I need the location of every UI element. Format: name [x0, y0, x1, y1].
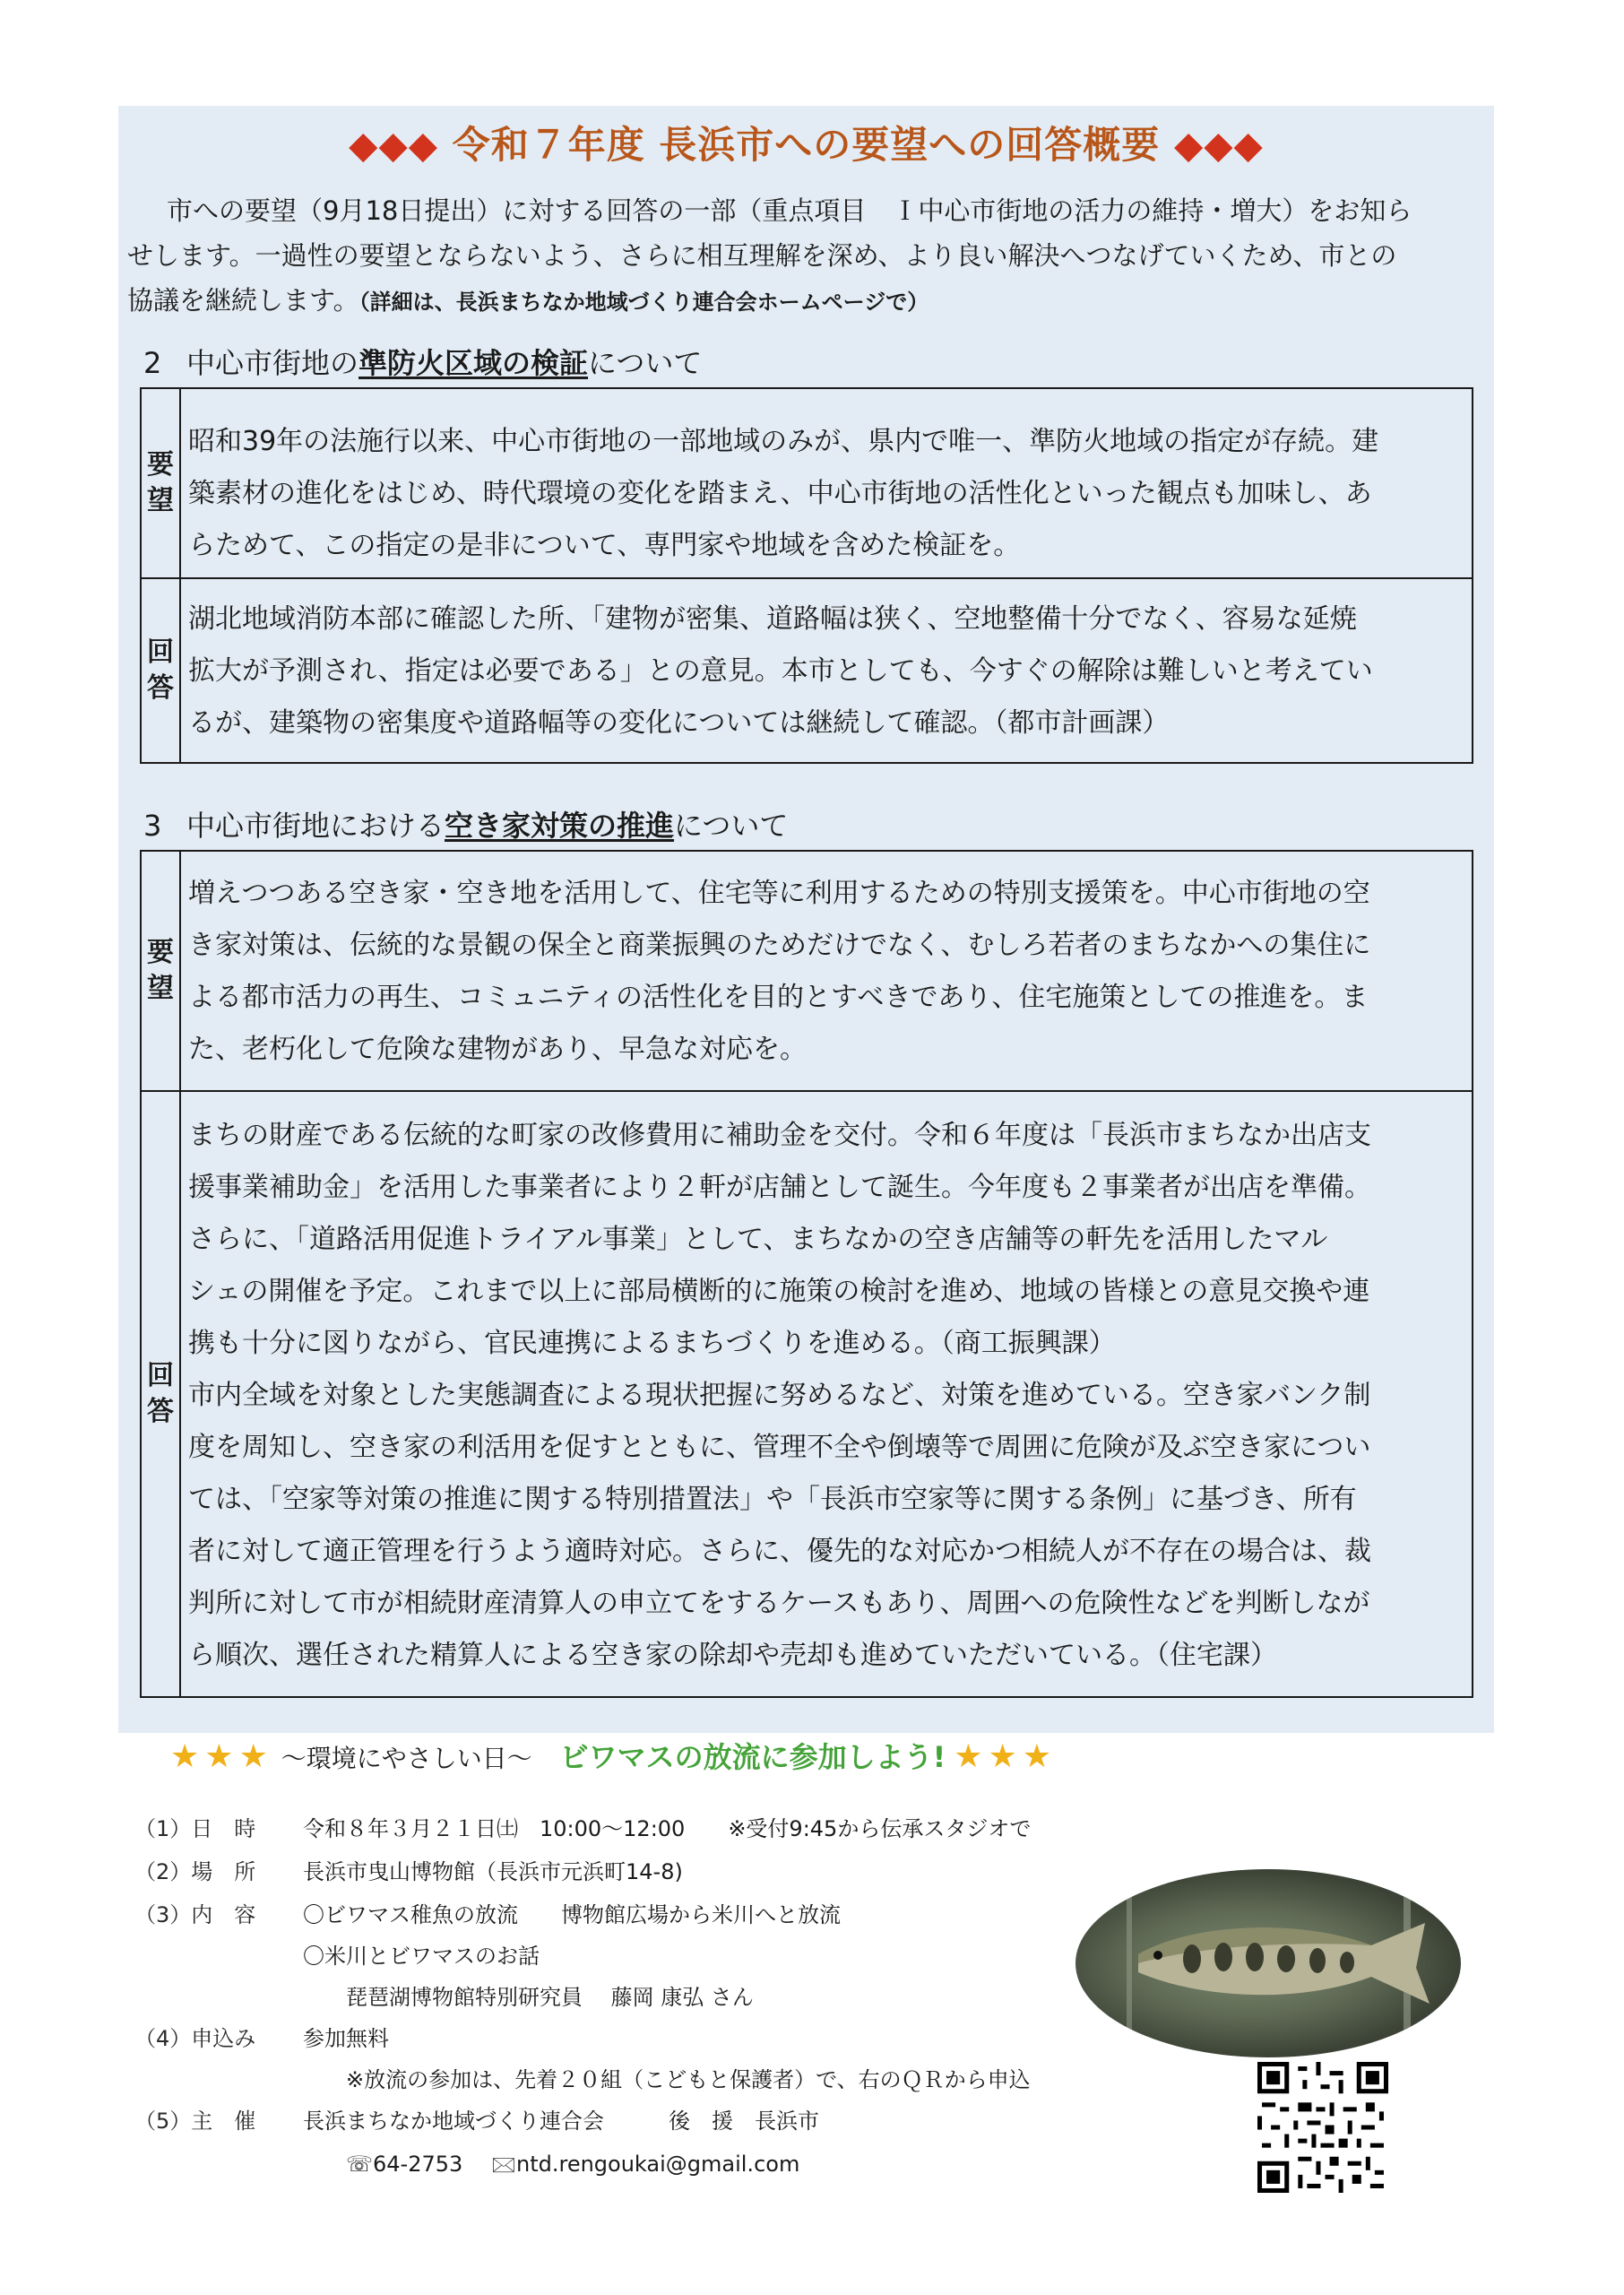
- request-label: 要 望: [142, 852, 181, 1090]
- star-icon: ★: [238, 1738, 268, 1775]
- section-2-heading: 2 中心市街地の準防火区域の検証について: [143, 346, 703, 380]
- page-title: [118, 118, 1494, 172]
- section-2-answer-row: [142, 579, 1472, 762]
- section-3-heading: 3 中心市街地における空き家対策の推進について: [143, 809, 789, 843]
- star-icon: ★: [954, 1738, 983, 1775]
- star-icon: ★: [988, 1738, 1017, 1775]
- event-item-organizer: （5）主 催 長浜まちなか地域づくり連合会 後 援 長浜市: [134, 2109, 819, 2134]
- intro-line-1: 市への要望（9月18日提出）に対する回答の一部（重点項目 Ｉ中心市街地の活力の維持・増大）をお知ら: [167, 195, 1412, 226]
- event-item-date: （1）日 時 令和８年３月２１日㈯ 10:00～12:00 ※受付9:45から伝承スタジオで: [134, 1816, 1032, 1841]
- event-subtitle: ～環境にやさしい日～: [281, 1744, 532, 1773]
- intro-note: （詳細は、長浜まちなか地域づくり連合会ホームページで）: [358, 290, 929, 315]
- event-item-place: （2）場 所 長浜市曳山博物館（長浜市元浜町14-8): [134, 1859, 683, 1884]
- section-2-answer-text: 湖北地域消防本部に確認した所、「建物が密集、道路幅は狭く、空地整備十分でなく、容易な延焼 拡大が予測され、指定は必要である」との意見。本市としても、今すぐの解除は難しいと考えてい るが、建築物の密集度や道路幅等の変化については継続して確認。（都市計画課）: [188, 603, 1373, 739]
- event-title-line: [170, 1735, 1335, 1780]
- section-3-answer-row: [142, 1092, 1472, 1696]
- intro-line-3: 協議を継続します。（詳細は、長浜まちなか地域づくり連合会ホームページで）: [127, 285, 929, 316]
- section-2-request-row: [142, 389, 1472, 577]
- request-label: 要 望: [142, 389, 181, 577]
- diamond-marks-left: ◆◆◆: [349, 123, 439, 167]
- event-item-apply: （4）申込み 参加無料: [134, 2026, 389, 2051]
- section-2-request-text: 昭和39年の法施行以来、中心市街地の一部地域のみが、県内で唯一、準防火地域の指定が存続。建 築素材の進化をはじめ、時代環境の変化を踏まえ、中心市街地の活性化といった観点も加味し、あ らためて、この指定の是非について、専門家や地域を含めた検証を。: [188, 426, 1379, 561]
- star-icon: ★: [204, 1738, 234, 1775]
- event-item-content: （3）内 容 〇ビワマス稚魚の放流 博物館広場から米川へと放流: [134, 1902, 841, 1927]
- intro-line-2: せします。一過性の要望とならないよう、さらに相互理解を深め、より良い解決へつなげていくため、市との: [127, 240, 1397, 271]
- section-3-request-text: 増えつつある空き家・空き地を活用して、住宅等に利用するための特別支援策を。中心市街地の空 き家対策は、伝統的な景観の保全と商業振興のためだけでなく、むしろ若者のまちなかへの集住に よる都市活力の再生、コミュニティの活性化を目的とすべきであり、住宅施策としての推進を。ま た、老朽化して危険な建物があり、早急な対応を。: [188, 878, 1371, 1065]
- event-item-speaker: 琵琶湖博物館特別研究員 藤岡 康弘 さん: [303, 1985, 754, 2010]
- section-3-table: [140, 850, 1473, 1698]
- star-icon: ★: [170, 1738, 200, 1775]
- section-3-request-row: [142, 852, 1472, 1090]
- answer-label: 回 答: [142, 1092, 181, 1696]
- qr-code[interactable]: [1257, 2062, 1388, 2193]
- diamond-marks-right: ◆◆◆: [1173, 123, 1264, 167]
- intro-paragraph: [127, 188, 1463, 325]
- section-3-answer-text: まちの財産である伝統的な町家の改修費用に補助金を交付。令和６年度は「長浜市まちなか出店支 援事業補助金」を活用した事業者により２軒が店舗として誕生。今年度も２事業者が出店を準備。 さらに、「道路活用促進トライアル事業」として、まちなかの空き店舗等の軒先を活用したマル シェの開催を予定。これまで以上に部局横断的に施策の検討を進め、地域の皆様との意見交換や連 携も十分に図りながら、官民連携によるまちづくりを進める。（商工振興課） 市内全域を対象とした実態調査による現状把握に努めるなど、対策を進めている。空き家バンク制 度を周知し、空き家の利活用を促すとともに、管理不全や倒壊等で周囲に危険が及ぶ空き家につい ては、「空家等対策の推進に関する特別措置法」や「長浜市空家等に関する条例」に基づき、所有 者に対して適正管理を行うよう適時対応。さらに、優先的な対応かつ相続人が不存在の場合は、裁 判所に対して市が相続財産清算人の申立てをするケースもあり、周囲への危険性などを判断しなが ら順次、選任された精算人による空き家の除却や売却も進めていただいている。（住宅課）: [188, 1120, 1371, 1671]
- event-item-contact: ☏64-2753 🖂ntd.rengoukai@gmail.com: [303, 2152, 800, 2177]
- answer-label: 回 答: [142, 579, 181, 762]
- event-item-apply-note: ※放流の参加は、先着２０組（こどもと保護者）で、右のＱＲから申込: [303, 2067, 1031, 2092]
- star-icon: ★: [1022, 1738, 1052, 1775]
- event-item-content-2: 〇米川とビワマスのお話: [303, 1944, 540, 1969]
- event-title: ビワマスの放流に参加しよう!: [559, 1740, 946, 1774]
- title-text: 令和７年度 長浜市への要望への回答概要: [452, 123, 1161, 167]
- section-2-table: [140, 387, 1473, 764]
- fish-photo: [1075, 1869, 1461, 2057]
